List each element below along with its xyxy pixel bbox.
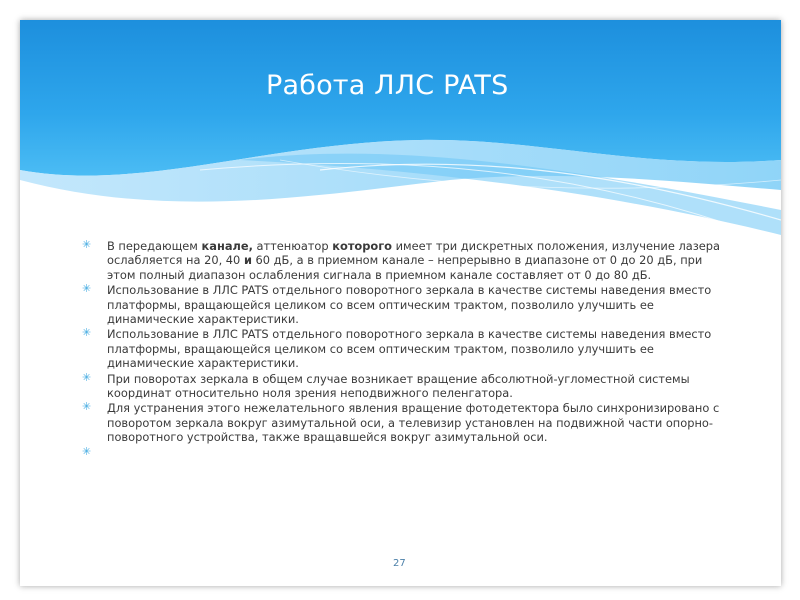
bullet-text: Использование в ЛЛС PATS отдельного поворотного зеркала в качестве системы наведения вместо платформы, вращающейся целиком со всем оптическим трактом, позволило улучшить ее динамические характеристики.	[107, 283, 712, 327]
bullet-text: В передающем	[107, 239, 202, 253]
bullet-item	[82, 283, 722, 326]
bullet-list	[82, 239, 722, 461]
slide	[20, 20, 781, 586]
bullet-text: имеет три дискретных положения, излучение лазера ослабляется на 20, 40	[107, 239, 721, 268]
star-bullet-icon: ✳	[82, 238, 92, 251]
bullet-text: которого	[332, 239, 393, 253]
bullet-text: 60 дБ, а в приемном канале – непрерывно в диапазоне от 0 до 20 дБ, при этом полный диапазон ослабления сигнала в приемном канале составляет от 0 до 80 дБ.	[107, 253, 703, 282]
star-bullet-icon: ✳	[82, 444, 92, 458]
bullet-item	[82, 239, 722, 282]
bullet-text: аттенюатор	[252, 239, 333, 253]
bullet-text: и	[243, 253, 252, 268]
page-number: 27	[393, 558, 406, 569]
bullet-item	[82, 446, 722, 460]
slide-title: Работа ЛЛС PATS	[266, 70, 509, 101]
bullet-text: Использование в ЛЛС PATS отдельного поворотного зеркала в качестве системы наведения вместо платформы, вращающейся целиком со всем оптическим трактом, позволило улучшить ее динамические характеристики.	[107, 327, 712, 371]
bullet-item	[82, 372, 722, 401]
header-wave-background	[20, 20, 781, 235]
star-bullet-icon: ✳	[82, 326, 92, 340]
star-bullet-icon: ✳	[82, 400, 92, 414]
bullet-text: Для устранения этого нежелательного явления вращение фотодетектора было синхронизировано с поворотом зеркала вокруг азимутальной оси, а телевизир установлен на подвижной части опорно-поворотного устройства, также вращавшейся вокруг азимутальной оси.	[107, 401, 720, 445]
bullet-text: При поворотах зеркала в общем случае возникает вращение абсолютной-угломестной системы координат относительно ноля зрения неподвижного пеленгатора.	[107, 371, 690, 401]
bullet-text: канале,	[201, 239, 253, 253]
star-bullet-icon: ✳	[82, 370, 92, 384]
bullet-item	[82, 401, 722, 444]
bullet-item	[82, 327, 722, 370]
star-bullet-icon: ✳	[82, 282, 92, 296]
